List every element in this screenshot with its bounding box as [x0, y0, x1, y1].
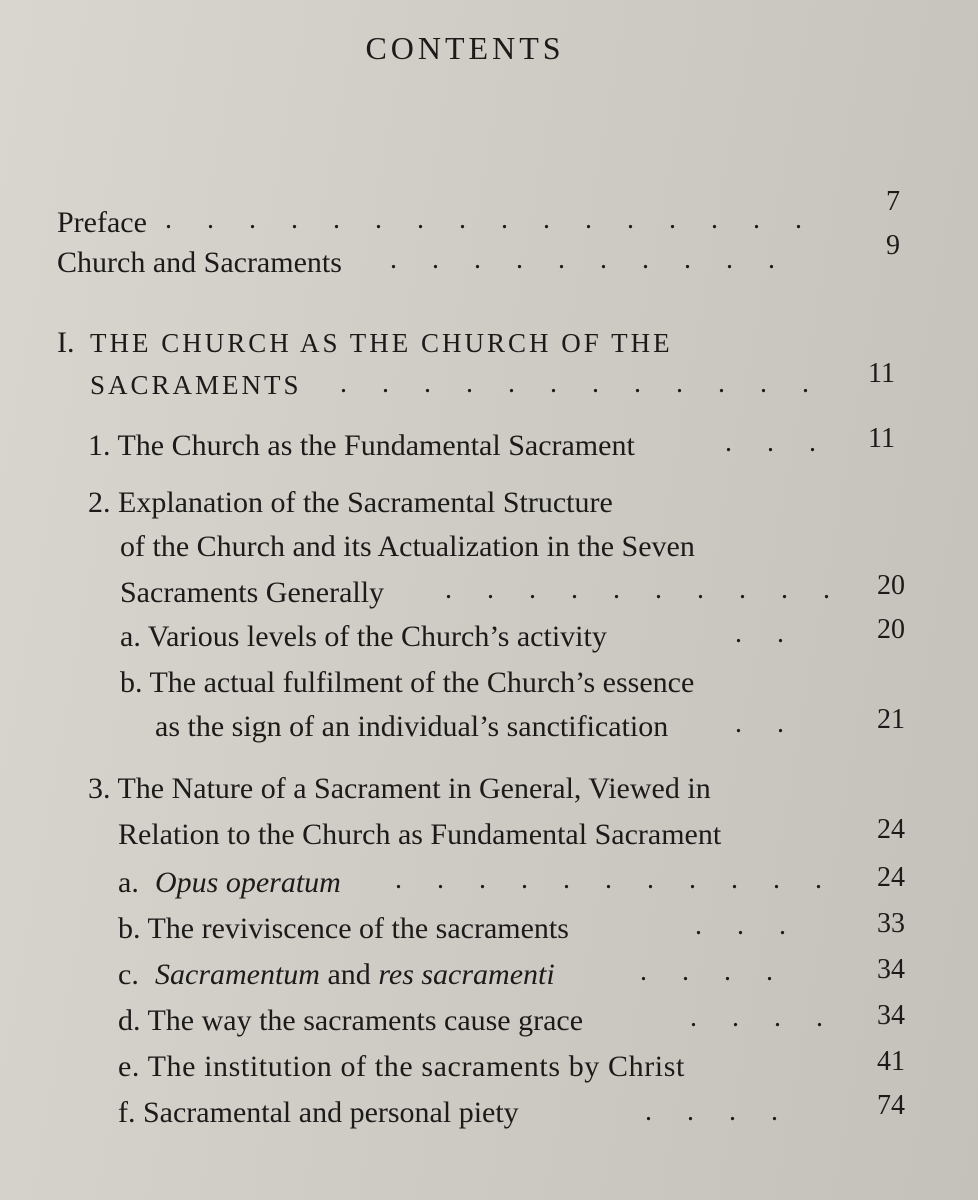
leader-dots: . . — [735, 618, 798, 649]
toc-entry-section-1 — [0, 423, 978, 467]
page-number: 11 — [868, 423, 895, 454]
page-number: 20 — [877, 570, 905, 601]
page-number: 9 — [886, 230, 900, 261]
toc-label — [155, 866, 341, 900]
page-number: 33 — [877, 908, 905, 939]
page-title: CONTENTS — [365, 30, 565, 66]
page-number: 21 — [877, 704, 905, 735]
toc-entry-section-2b-cont — [0, 704, 978, 748]
italic-term: Opus operatum — [155, 866, 341, 899]
toc-entry-section-3a — [0, 860, 978, 904]
toc-label: b. The reviviscence of the sacraments — [118, 912, 569, 945]
toc-label: a. Various levels of the Church’s activity — [120, 620, 607, 653]
leader-dots: . . — [735, 708, 798, 739]
toc-entry-section-3 — [0, 766, 978, 810]
toc-entry-church-and-sacraments — [0, 230, 978, 286]
toc-label: 1. The Church as the Fundamental Sacrament — [88, 429, 635, 462]
toc-label: of the Church and its Actualization in the Seven — [120, 530, 695, 563]
leader-dots: . . . . — [690, 1002, 837, 1033]
leader-dots: . . . . . . . . . . — [390, 244, 789, 275]
page-number: 7 — [886, 186, 900, 217]
leader-dots: . . . . . . . . . . . — [395, 864, 836, 895]
toc-entry-section-2-cont — [0, 524, 978, 568]
toc-entry-section-2a — [0, 614, 978, 658]
page-number: 24 — [877, 862, 905, 893]
chapter-title-line: THE CHURCH AS THE CHURCH OF THE — [90, 328, 673, 358]
toc-label: d. The way the sacraments cause grace — [118, 1004, 584, 1037]
leader-dots: . . . . . . . . . . . . — [340, 368, 823, 399]
toc-label: 3. The Nature of a Sacrament in General, Viewed in — [88, 772, 711, 805]
leader-dots: . . . — [725, 427, 830, 458]
toc-entry-section-2 — [0, 480, 978, 524]
toc-label-conj: and — [327, 958, 371, 991]
page-number: 34 — [877, 1000, 905, 1031]
toc-label — [155, 958, 555, 992]
leader-dots: . . . . . . . . . . — [445, 574, 844, 605]
chapter-title-line: SACRAMENTS — [90, 370, 302, 400]
toc-label: 2. Explanation of the Sacramental Structure — [88, 486, 613, 519]
toc-entry-section-3b — [0, 906, 978, 950]
toc-entry-section-3e — [0, 1044, 978, 1088]
toc-label: e. The institution of the sacraments by Christ — [118, 1050, 685, 1083]
toc-entry-section-3c — [0, 952, 978, 996]
page-number: 34 — [877, 954, 905, 985]
italic-term: Sacramentum — [155, 958, 320, 991]
toc-chapter-1-cont — [0, 358, 978, 408]
toc-label: b. The actual fulfilment of the Church’s essence — [120, 666, 695, 699]
page-number: 24 — [877, 814, 905, 845]
toc-label-prefix: c. — [118, 958, 139, 991]
toc-label: Relation to the Church as Fundamental Sacrament — [118, 818, 722, 851]
toc-entry-section-3d — [0, 998, 978, 1042]
toc-entry-section-3f — [0, 1090, 978, 1134]
toc-label: Preface — [57, 206, 147, 239]
leader-dots: . . . . — [640, 956, 787, 987]
leader-dots: . . . . . . . . . . . . . . . . — [165, 204, 816, 235]
page-number: 11 — [868, 358, 895, 389]
toc-label: Church and Sacraments — [57, 246, 342, 279]
page-number: 74 — [877, 1090, 905, 1121]
toc-label: f. Sacramental and personal piety — [118, 1096, 519, 1129]
leader-dots: . . . . — [645, 1096, 792, 1127]
toc-entry-section-3-cont — [0, 812, 978, 856]
toc-entry-section-2-cont2 — [0, 570, 978, 614]
page-number: 20 — [877, 614, 905, 645]
chapter-number: I. — [57, 326, 75, 359]
toc-entry-section-2b — [0, 660, 978, 704]
toc-label: Sacraments Generally — [120, 576, 385, 609]
leader-dots: . . . — [695, 910, 800, 941]
toc-label-prefix: a. — [118, 866, 139, 899]
italic-term: res sacramenti — [378, 958, 555, 991]
toc-label: as the sign of an individual’s sanctification — [155, 710, 669, 743]
page-number: 41 — [877, 1046, 905, 1077]
